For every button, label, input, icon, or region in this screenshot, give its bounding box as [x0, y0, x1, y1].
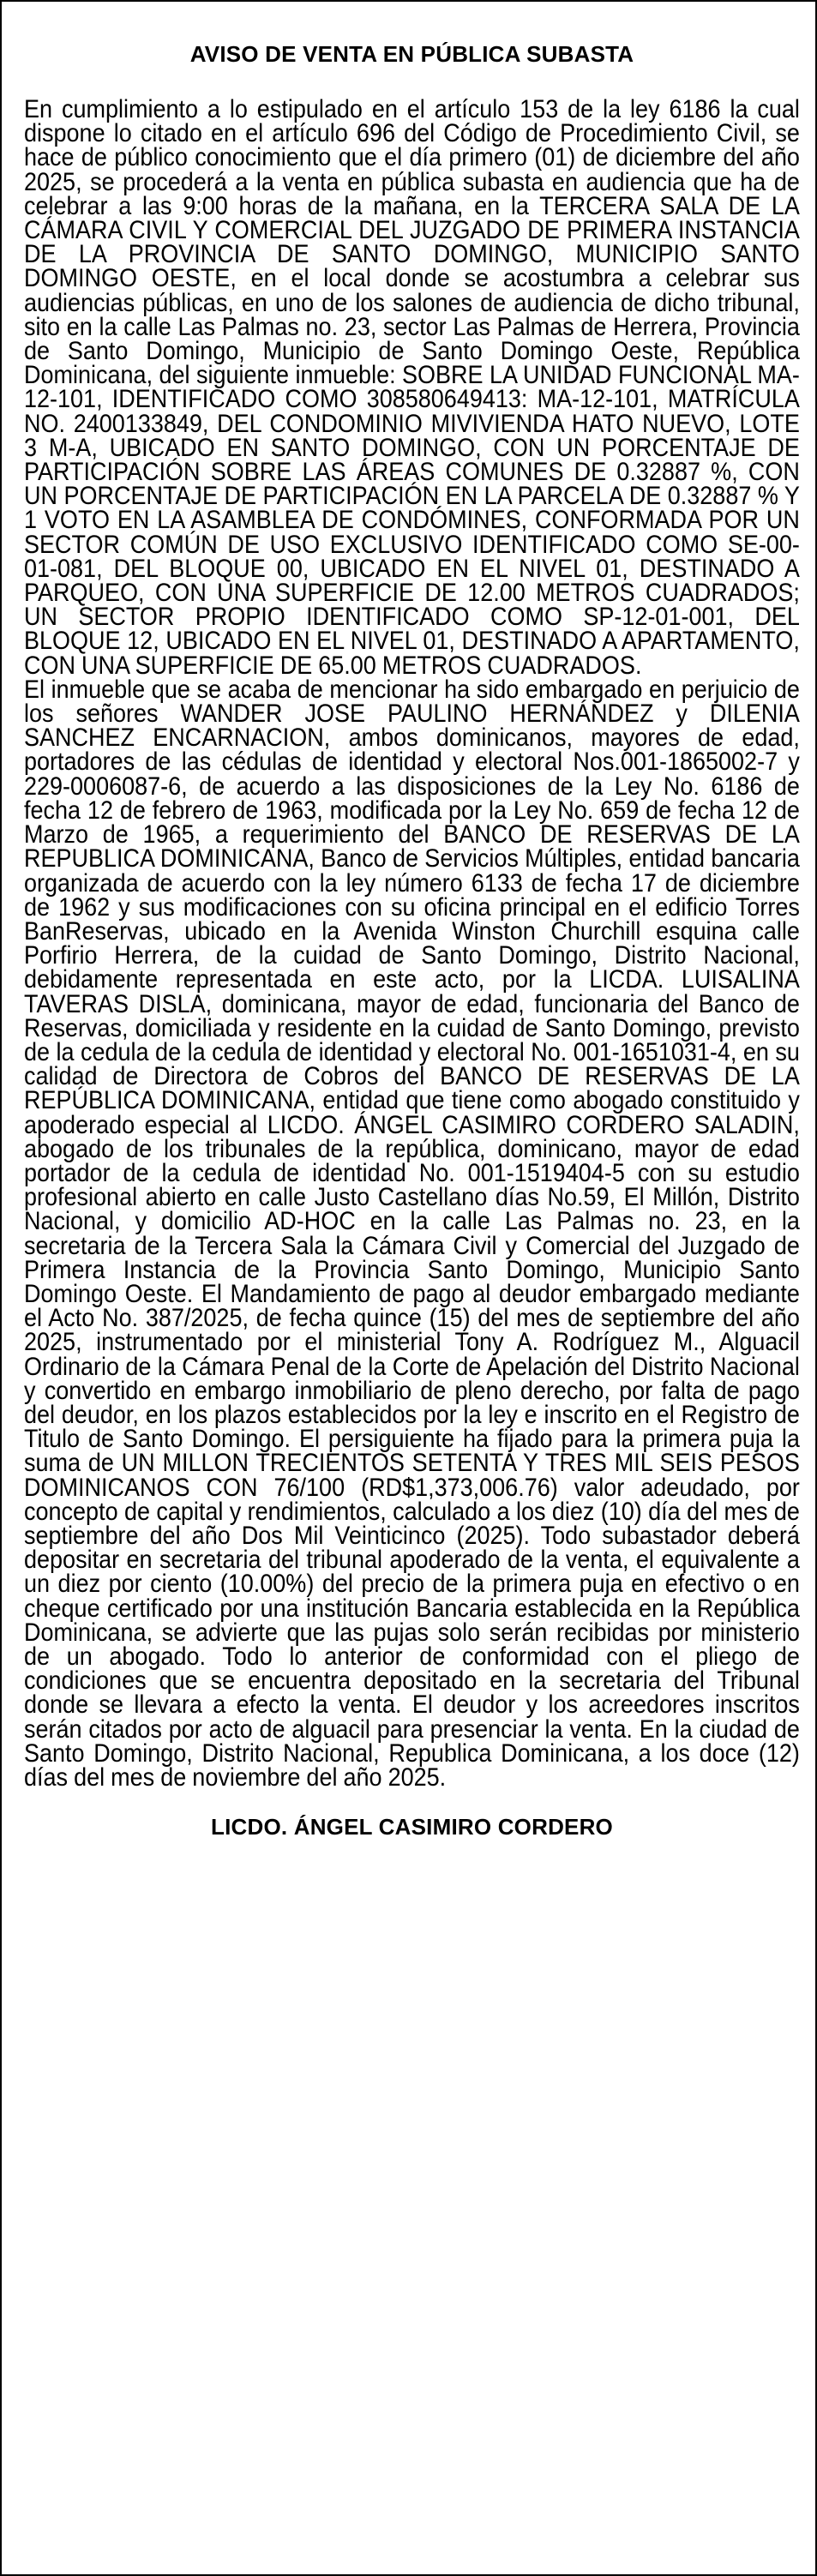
notice-paragraph-auction: En cumplimiento a lo estipulado en el artículo 153 de la ley 6186 la cual dispone lo citado en el artículo 696 del Código de Procedimiento Civil, se hace de público conocimiento que el día primero (01) de diciembre del año 2025, se procederá a la venta en pública subasta en audiencia que ha de celebrar a las 9:00 horas de la mañana, en la TERCERA SALA DE LA CÁMARA CIVIL Y COMERCIAL DEL JUZGADO DE PRIMERA INSTANCIA DE LA PROVINCIA DE SANTO DOMINGO, MUNICIPIO SANTO DOMINGO OESTE, en el local donde se acostumbra a celebrar sus audiencias públicas, en uno de los salones de audiencia de dicho tribunal, sito en la calle Las Palmas no. 23, sector Las Palmas de Herrera, Provincia de Santo Domingo, Municipio de Santo Domingo Oeste, República Dominicana, del siguiente inmueble: SOBRE LA UNIDAD FUNCIONAL MA-12-101, IDENTIFICADO COMO 308580649413: MA-12-101, MATRÍCULA NO. 2400133849, DEL CONDOMINIO MIVIVIENDA HATO NUEVO, LOTE 3 M-A, UBICADO EN SANTO DOMINGO, CON UN PORCENTAJE DE PARTICIPACIÓN SOBRE LAS ÁREAS COMUNES DE 0.32887 %, CON UN PORCENTAJE DE PARTICIPACIÓN EN LA PARCELA DE 0.32887 % Y 1 VOTO EN LA ASAMBLEA DE CONDÓMINES, CONFORMADA POR UN SECTOR COMÚN DE USO EXCLUSIVO IDENTIFICADO COMO SE-00-01-081, DEL BLOQUE 00, UBICADO EN EL NIVEL 01, DESTINADO A PARQUEO, CON UNA SUPERFICIE DE 12.00 METROS CUADRADOS; UN SECTOR PROPIO IDENTIFICADO COMO SP-12-01-001, DEL BLOQUE 12, UBICADO EN EL NIVEL 01, DESTINADO A APARTAMENTO, CON UNA SUPERFICIE DE 65.00 METROS CUADRADOS. — [24, 95, 800, 680]
notice-paragraph-seizure: El inmueble que se acaba de mencionar ha sido embargado en perjuicio de los señores WANDER JOSE PAULINO HERNÁNDEZ y DILENIA SANCHEZ ENCARNACION, ambos dominicanos, mayores de edad, portadores de las cédulas de identidad y electoral Nos.001-1865002-7 y 229-0006087-6, de acuerdo a las disposiciones de la Ley No. 6186 de fecha 12 de febrero de 1963, modificada por la Ley No. 659 de fecha 12 de Marzo de 1965, a requerimiento del BANCO DE RESERVAS DE LA REPUBLICA DOMINICANA, Banco de Servicios Múltiples, entidad bancaria organizada de acuerdo con la ley número 6133 de fecha 17 de diciembre de 1962 y sus modificaciones con su oficina principal en el edificio Torres BanReservas, ubicado en la Avenida Winston Churchill esquina calle Porfirio Herrera, de la cuidad de Santo Domingo, Distrito Nacional, debidamente representada en este acto, por la LICDA. LUISALINA TAVERAS DISLA, dominicana, mayor de edad, funcionaria del Banco de Reservas, domiciliada y residente en la cuidad de Santo Domingo, previsto de la cedula de la cedula de identidad y electoral No. 001-1651031-4, en su calidad de Directora de Cobros del BANCO DE RESERVAS DE LA REPÚBLICA DOMINICANA, entidad que tiene como abogado constituido y apoderado especial al LICDO. ÁNGEL CASIMIRO CORDERO SALADIN, abogado de los tribunales de la república, dominicano, mayor de edad portador de la cedula de identidad No. 001-1519404-5 con su estudio profesional abierto en calle Justo Castellano días No.59, El Millón, Distrito Nacional, y domicilio AD-HOC en la calle Las Palmas no. 23, en la secretaria de la Tercera Sala la Cámara Civil y Comercial del Juzgado de Primera Instancia de la Provincia Santo Domingo, Municipio Santo Domingo Oeste. El Mandamiento de pago al deudor embargado mediante el Acto No. 387/2025, de fecha quince (15) del mes de septiembre del año 2025, instrumentado por el ministerial Tony A. Rodríguez M., Alguacil Ordinario de la Cámara Penal de la Corte de Apelación del Distrito Nacional y convertido en embargo inmobiliario de pleno derecho, por falta de pago del deudor, en los plazos establecidos por la ley e inscrito en el Registro de Titulo de Santo Domingo. El persiguiente ha fijado para la primera puja la suma de UN MILLON TRECIENTOS SETENTA Y TRES MIL SEIS PESOS DOMINICANOS CON 76/100 (RD$1,373,006.76) valor adeudado, por concepto de capital y rendimientos, calculado a los diez (10) día del mes de septiembre del año Dos Mil Veinticinco (2025). Todo subastador deberá depositar en secretaria del tribunal apoderado de la venta, el equivalente a un diez por ciento (10.00%) del precio de la primera puja en efectivo o en cheque certificado por una institución Bancaria establecida en la República Dominicana, se advierte que las pujas solo serán recibidas por ministerio de un abogado. Todo lo anterior de conformidad con el pliego de condiciones que se encuentra depositado en la secretaria del Tribunal donde se llevara a efecto la venta. El deudor y los acreedores inscritos serán citados por acto de alguacil para presenciar la venta. En la ciudad de Santo Domingo, Distrito Nacional, Republica Dominicana, a los doce (12) días del mes de noviembre del año 2025. — [24, 675, 800, 1792]
notice-title: AVISO DE VENTA EN PÚBLICA SUBASTA — [189, 41, 634, 67]
notice-signature: LICDO. ÁNGEL CASIMIRO CORDERO — [210, 1814, 613, 1840]
